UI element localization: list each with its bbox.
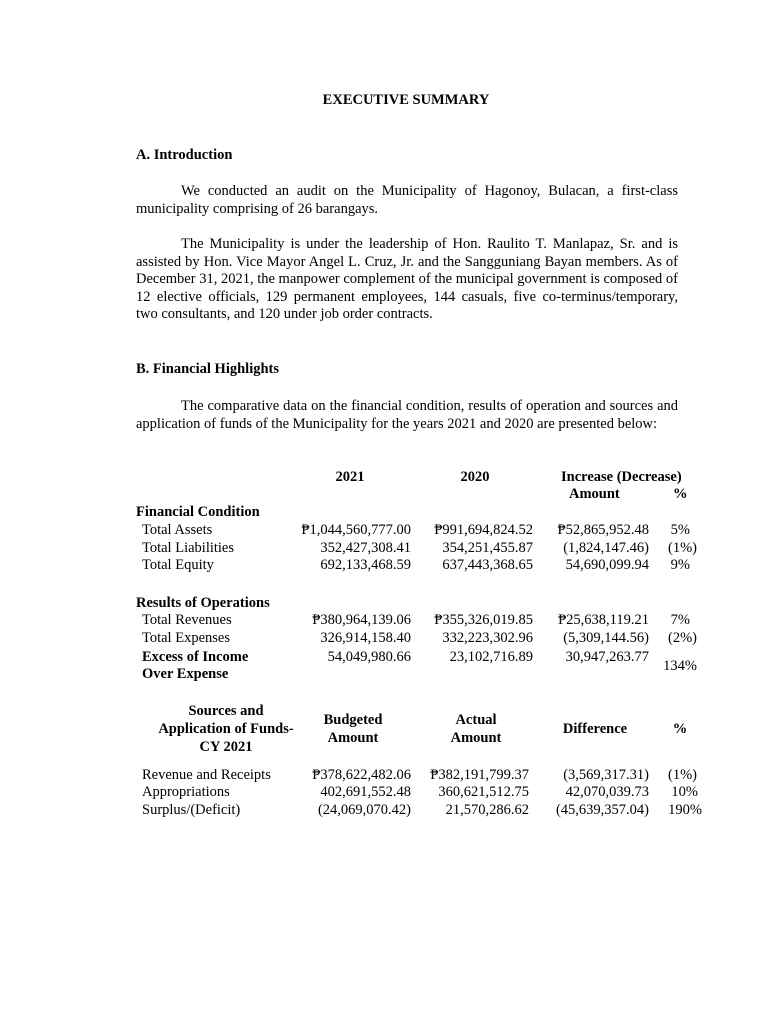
col-increase-decrease-header: Increase (Decrease) (561, 469, 682, 485)
value-difference: (3,569,317.31) (563, 767, 649, 783)
row-label: Total Assets (142, 522, 213, 538)
value-amount: ₱52,865,952.48 (557, 522, 649, 538)
highlights-paragraph: The comparative data on the financial condition, results of operation and sources and application of funds of the Municipality for the years 2021 and 2020 are presented below: (136, 398, 678, 432)
value-2020: 354,251,455.87 (442, 540, 533, 556)
excess-label-line-2: Over Expense (142, 666, 229, 682)
value-pct: 9% (670, 557, 690, 573)
value-2021: 692,133,468.59 (320, 557, 411, 573)
col-amount-header: Amount (569, 486, 620, 502)
value-budgeted: ₱378,622,482.06 (312, 767, 411, 783)
value-difference: 42,070,039.73 (565, 784, 649, 800)
value-pct: 190% (668, 802, 702, 818)
excess-label-line-1: Excess of Income (142, 649, 249, 665)
col-pct-header: % (673, 486, 688, 502)
page-title: EXECUTIVE SUMMARY (322, 92, 490, 108)
intro-heading: A. Introduction (136, 147, 233, 163)
value-pct: (1%) (668, 540, 697, 556)
row-label: Total Equity (142, 557, 214, 573)
value-2021: 54,049,980.66 (327, 649, 411, 665)
value-2020: ₱991,694,824.52 (434, 522, 533, 538)
value-2021: ₱380,964,139.06 (312, 612, 411, 628)
actual-header-line-2: Amount (450, 730, 502, 746)
value-pct: 10% (671, 784, 698, 800)
value-amount: ₱25,638,119.21 (558, 612, 649, 628)
sources-header-line-3: CY 2021 (199, 739, 253, 755)
value-pct: 7% (670, 612, 690, 628)
budgeted-header-line-2: Amount (327, 730, 379, 746)
value-2021: ₱1,044,560,777.00 (301, 522, 411, 538)
value-actual: ₱382,191,799.37 (430, 767, 529, 783)
value-budgeted: (24,069,070.42) (317, 802, 411, 818)
sources-header-line-1: Sources and (188, 703, 264, 719)
value-pct: 5% (670, 522, 690, 538)
value-amount: 54,690,099.94 (565, 557, 649, 573)
value-pct: 134% (663, 658, 697, 674)
row-label: Total Liabilities (142, 540, 235, 556)
difference-header: Difference (562, 721, 628, 737)
row-label: Revenue and Receipts (142, 767, 271, 783)
results-of-operations-heading: Results of Operations (136, 595, 270, 611)
pct-header: % (672, 721, 688, 737)
value-2020: 23,102,716.89 (449, 649, 533, 665)
financial-condition-heading: Financial Condition (136, 504, 260, 520)
value-budgeted: 402,691,552.48 (320, 784, 411, 800)
value-amount: (5,309,144.56) (563, 630, 649, 646)
actual-header-line-1: Actual (455, 712, 497, 728)
row-label: Total Expenses (142, 630, 230, 646)
value-pct: (1%) (668, 767, 697, 783)
budgeted-header-line-1: Budgeted (323, 712, 383, 728)
value-2020: ₱355,326,019.85 (434, 612, 533, 628)
row-label: Total Revenues (142, 612, 232, 628)
intro-paragraph-1: We conducted an audit on the Municipality of Hagonoy, Bulacan, a first-class municipality comprising of 26 barangays. (136, 183, 678, 217)
row-label: Appropriations (142, 784, 230, 800)
row-label: Surplus/(Deficit) (142, 802, 241, 818)
value-amount: (1,824,147.46) (563, 540, 649, 556)
value-actual: 360,621,512.75 (438, 784, 529, 800)
value-amount: 30,947,263.77 (565, 649, 649, 665)
sources-header-line-2: Application of Funds- (158, 721, 294, 737)
intro-paragraph-2: The Municipality is under the leadership of Hon. Raulito T. Manlapaz, Sr. and is assisted by Hon. Vice Mayor Angel L. Cruz, Jr. and the Sangguniang Bayan members. As of December 31, 2021, the manpower complement of the municipal government is composed of 12 elective officials, 129 permanent employees, 144 casuals, five co-terminus/temporary, two consultants, and 120 under job order contracts. (136, 236, 678, 323)
value-pct: (2%) (668, 630, 697, 646)
col-2021-header: 2021 (335, 469, 365, 485)
value-2020: 332,223,302.96 (442, 630, 533, 646)
value-2021: 326,914,158.40 (320, 630, 411, 646)
value-2020: 637,443,368.65 (442, 557, 533, 573)
value-2021: 352,427,308.41 (320, 540, 411, 556)
highlights-heading: B. Financial Highlights (136, 361, 280, 377)
value-difference: (45,639,357.04) (555, 802, 649, 818)
value-actual: 21,570,286.62 (445, 802, 529, 818)
col-2020-header: 2020 (460, 469, 490, 485)
